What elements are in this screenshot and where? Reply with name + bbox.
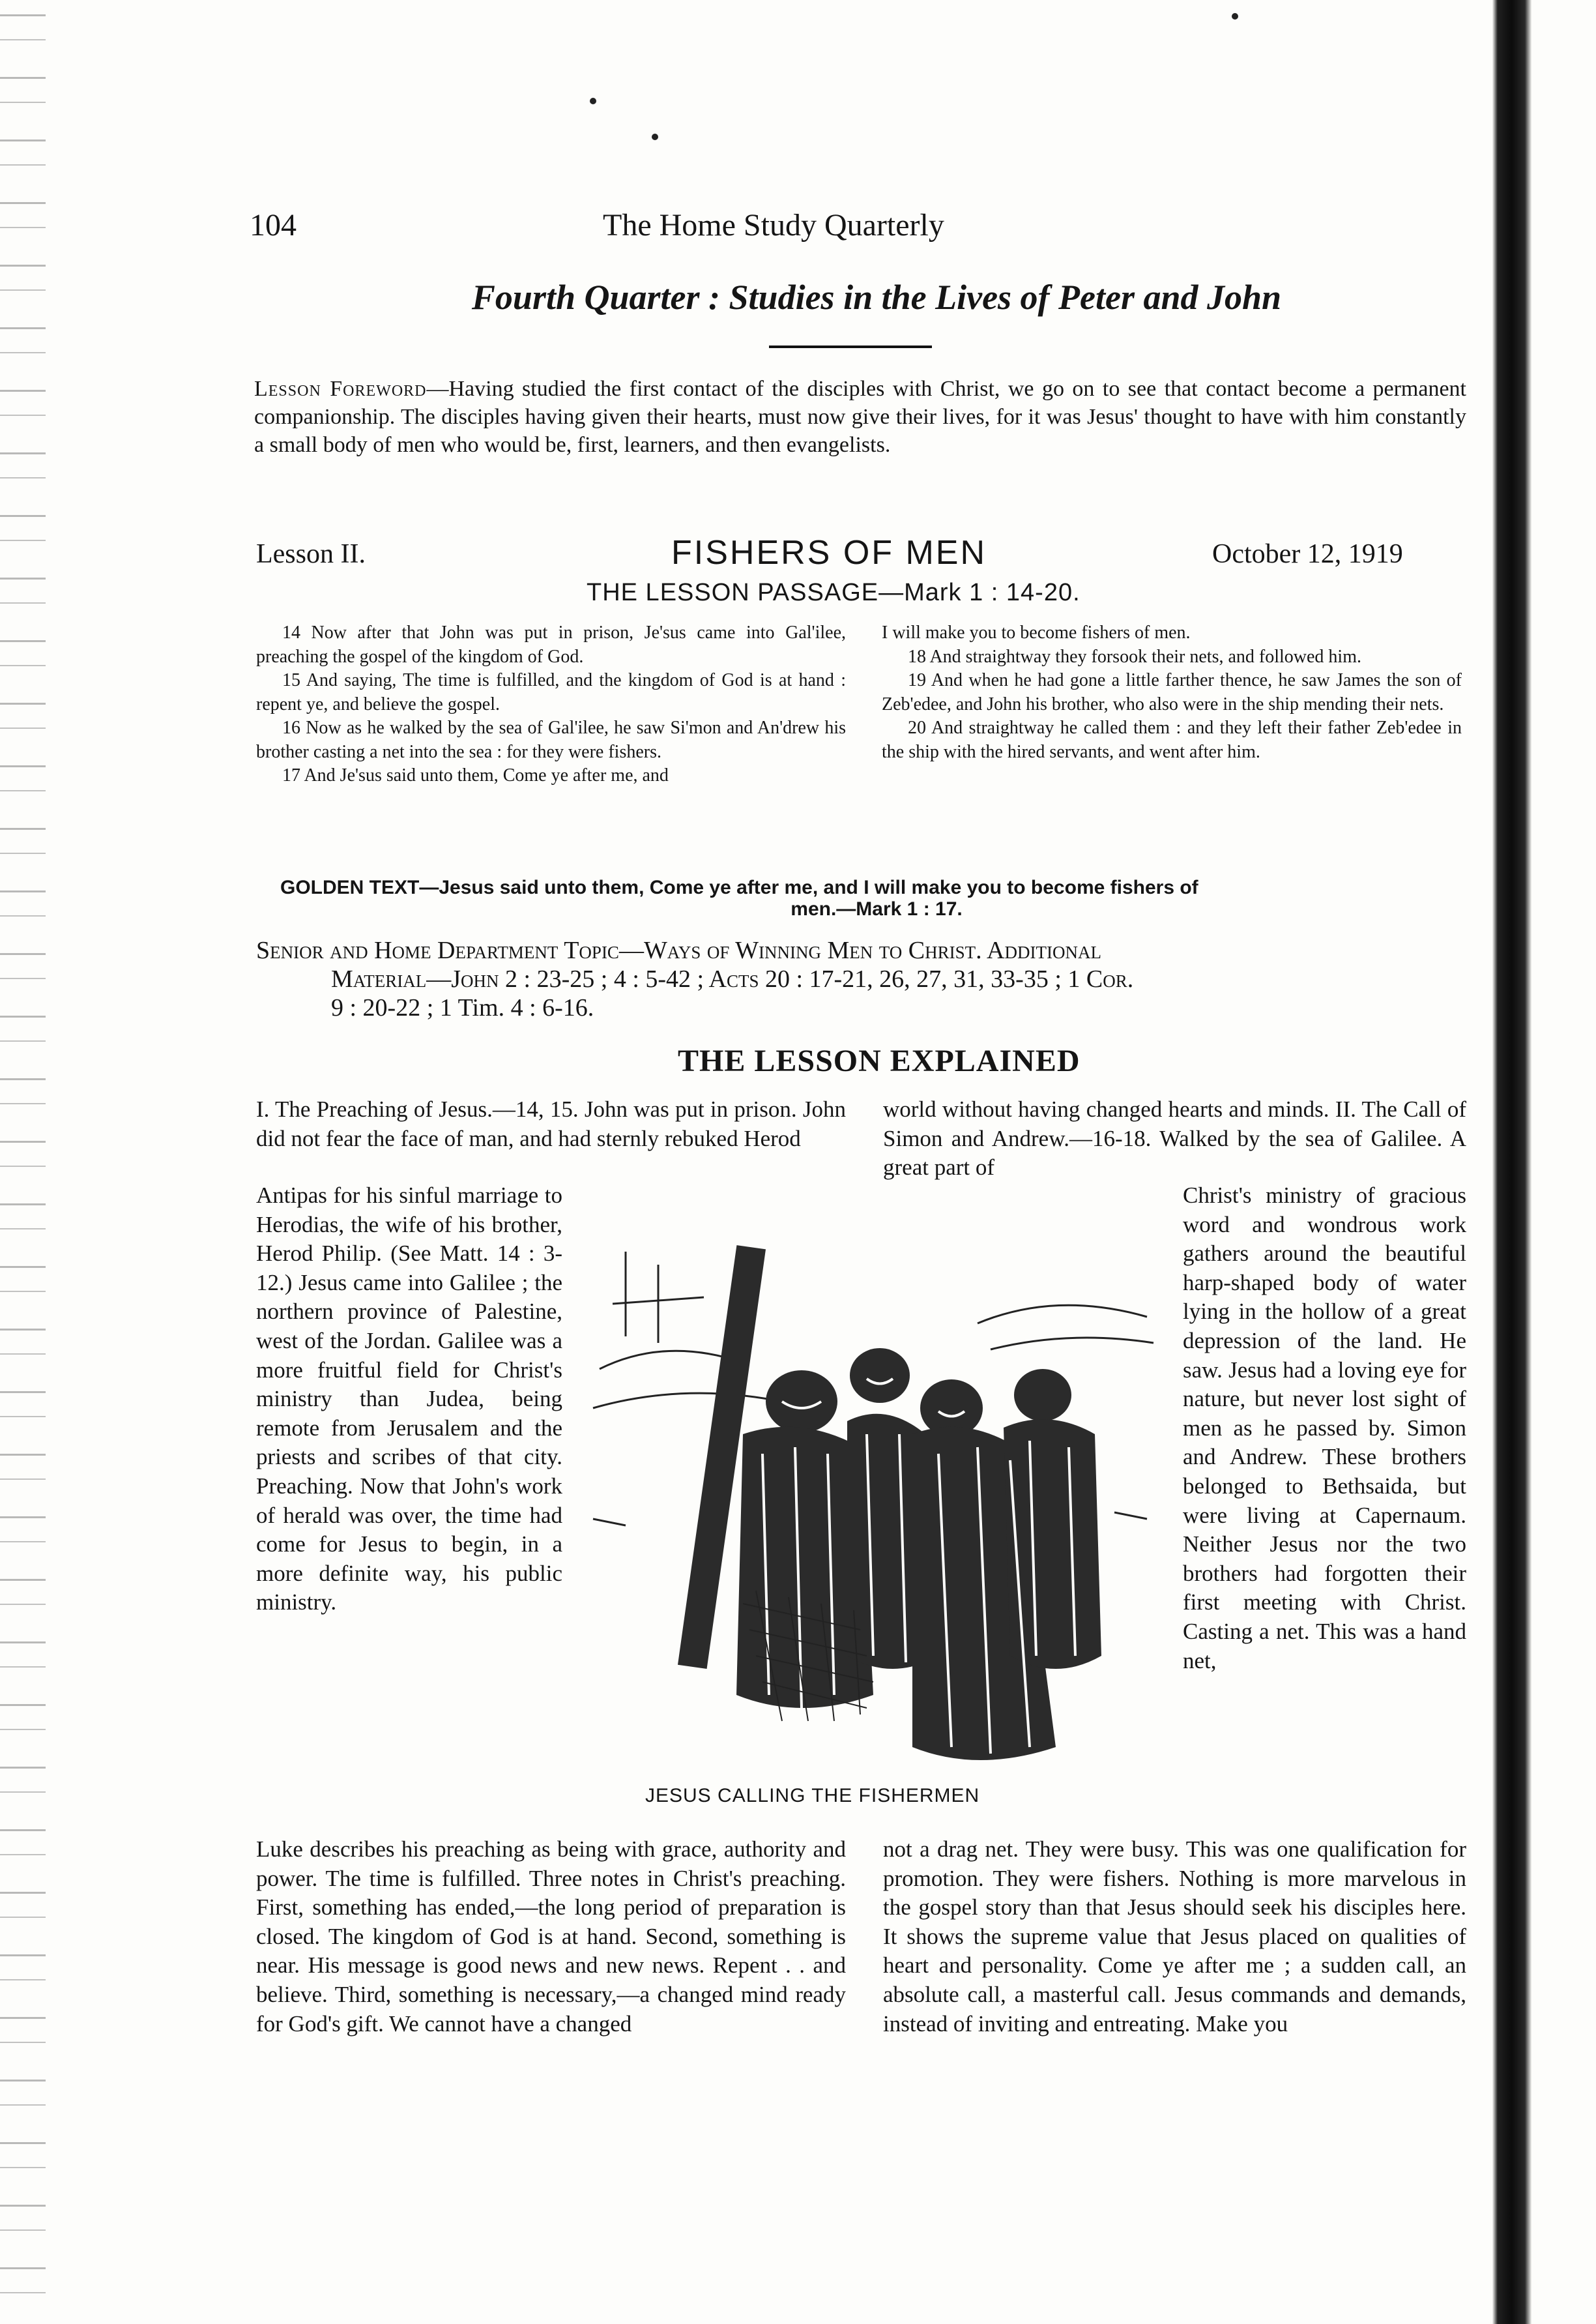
- passage-verse: I will make you to become fishers of men.: [882, 623, 1191, 643]
- foreword-text: —Having studied the first contact of the disciples with Christ, we go on to see that contact become a permanent companionship. The disciples having given their hearts, must now give their lives, for it was Jesus' thought to have with him constantly a small body of men who would be, first, learners, and then evangelists.: [254, 377, 1467, 457]
- topic-line: Material—John 2 : 23-25 ; 4 : 5-42 ; Acts 20 : 17-21, 26, 27, 31, 33-35 ; 1 Cor.: [331, 965, 1134, 993]
- right-column-wrap: [1183, 1181, 1466, 1675]
- passage-verse: 17 And Je'sus said unto them, Come ye after me, and: [282, 765, 669, 786]
- passage-verse: 20 And straightway he called them : and they left their father Zeb'edee in the ship with the hired servants, and went after him.: [882, 718, 1462, 762]
- page-number: 104: [250, 208, 297, 243]
- passage-verse: 14 Now after that John was put in prison, Je'sus came into Gal'ilee, preaching the gospel of the kingdom of God.: [256, 623, 846, 667]
- topic-line: Senior and Home Department Topic—Ways of Winning Men to Christ. Additional: [256, 937, 1101, 964]
- paragraph: world without having changed hearts and minds. II. The Call of Simon and Andrew.—16-18. Walked by the sea of Galilee. A great part of: [883, 1096, 1466, 1181]
- left-column-top: [256, 1095, 846, 1153]
- lesson-number: Lesson II.: [256, 539, 366, 569]
- paragraph: Luke describes his preaching as being with grace, authority and power. The time is fulfilled. Three notes in Christ's preaching. First, something has ended,—the long period of preparation is closed. The kingdom of God is at hand. Second, something is near. His message is good news and new news. Repent . . and believe. Third, something is necessary,—a changed mind ready for God's gift. We cannot have a changed: [256, 1836, 846, 2037]
- paragraph: Christ's ministry of gracious word and wondrous work gathers around the beautiful harp-shaped body of water lying in the hollow of a great depression of the land. He saw. Jesus had a loving eye for nature, but never lost sight of men as he passed by. Simon and Andrew. These brothers belonged to Bethsaida, but were living at Capernaum. Neither Jesus nor the two brothers had forgotten their first meeting with Christ. Casting a net. This was a hand net,: [1183, 1183, 1466, 1673]
- golden-text-line: men.—Mark 1 : 17.: [791, 898, 963, 920]
- publication-title: The Home Study Quarterly: [603, 208, 944, 243]
- left-column-wrap: [256, 1181, 562, 1617]
- lesson-foreword: [254, 375, 1466, 459]
- lesson-date: October 12, 1919: [1212, 539, 1403, 569]
- passage-verse: 16 Now as he walked by the sea of Gal'ilee, he saw Si'mon and An'drew his brother casting a net into the sea : for they were fishers.: [256, 718, 846, 762]
- lesson-title: FISHERS OF MEN: [671, 534, 987, 572]
- passage-verse: 19 And when he had gone a little farther thence, he saw James the son of Zeb'edee, and John his brother, who also were in the ship mending their nets.: [882, 670, 1462, 714]
- passage-verse: 15 And saying, The time is fulfilled, and the kingdom of God is at hand : repent ye, and believe the gospel.: [256, 670, 846, 714]
- department-topic: [256, 936, 1468, 1022]
- scan-speck: [590, 98, 596, 104]
- golden-text-line: GOLDEN TEXT—Jesus said unto them, Come ye after me, and I will make you to become fishers of: [280, 877, 1198, 898]
- scan-binding-shadow: [1492, 0, 1531, 2324]
- quarter-title: Fourth Quarter : Studies in the Lives of Peter and John: [471, 278, 1282, 317]
- foreword-label: Lesson Foreword: [254, 377, 427, 401]
- title-rule: [769, 346, 932, 348]
- scan-speck: [1232, 13, 1238, 20]
- topic-line: 9 : 20-22 ; 1 Tim. 4 : 6-16.: [331, 994, 594, 1022]
- golden-text: [280, 877, 1473, 920]
- scan-left-edge: [0, 0, 46, 2324]
- scan-speck: [652, 134, 658, 140]
- paragraph: not a drag net. They were busy. This was one qualification for promotion. They were fishers. Nothing is more marvelous in the gospel story than that Jesus should seek his disciples here. It shows the supreme value that Jesus placed on qualities of heart and personality. Come ye after me ; a sudden call, an absolute call, a masterful call. Jesus commands and demands, instead of inviting and entreating. Make you: [883, 1836, 1466, 2037]
- illustration-jesus-with-fishermen: [587, 1239, 1160, 1812]
- engraving-icon: [587, 1239, 1160, 1786]
- illustration-caption: JESUS CALLING THE FISHERMEN: [645, 1785, 980, 1806]
- right-column-bottom: [883, 1835, 1466, 2038]
- passage-verse: 18 And straightway they forsook their nets, and followed him.: [908, 646, 1361, 667]
- passage-left-column: [256, 621, 846, 788]
- passage-right-column: [882, 621, 1462, 764]
- section-title: THE LESSON EXPLAINED: [678, 1044, 1081, 1078]
- left-column-bottom: [256, 1835, 846, 2038]
- lesson-passage-title: THE LESSON PASSAGE—Mark 1 : 14-20.: [587, 579, 1081, 606]
- right-column-top: [883, 1095, 1466, 1183]
- paragraph: Antipas for his sinful marriage to Herodias, the wife of his brother, Herod Philip. (See Matt. 14 : 3-12.) Jesus came into Galilee ; the northern province of Palestine, west of the Jordan. Galilee was a more fruitful field for Christ's ministry than Judea, being remote from Jerusalem and the priests and scribes of that city. Preaching. Now that John's work of herald was over, the time had come for Jesus to begin, in a more definite way, his public ministry.: [256, 1183, 562, 1615]
- paragraph: I. The Preaching of Jesus.—14, 15. John was put in prison. John did not fear the face of man, and had sternly rebuked Herod: [256, 1096, 846, 1151]
